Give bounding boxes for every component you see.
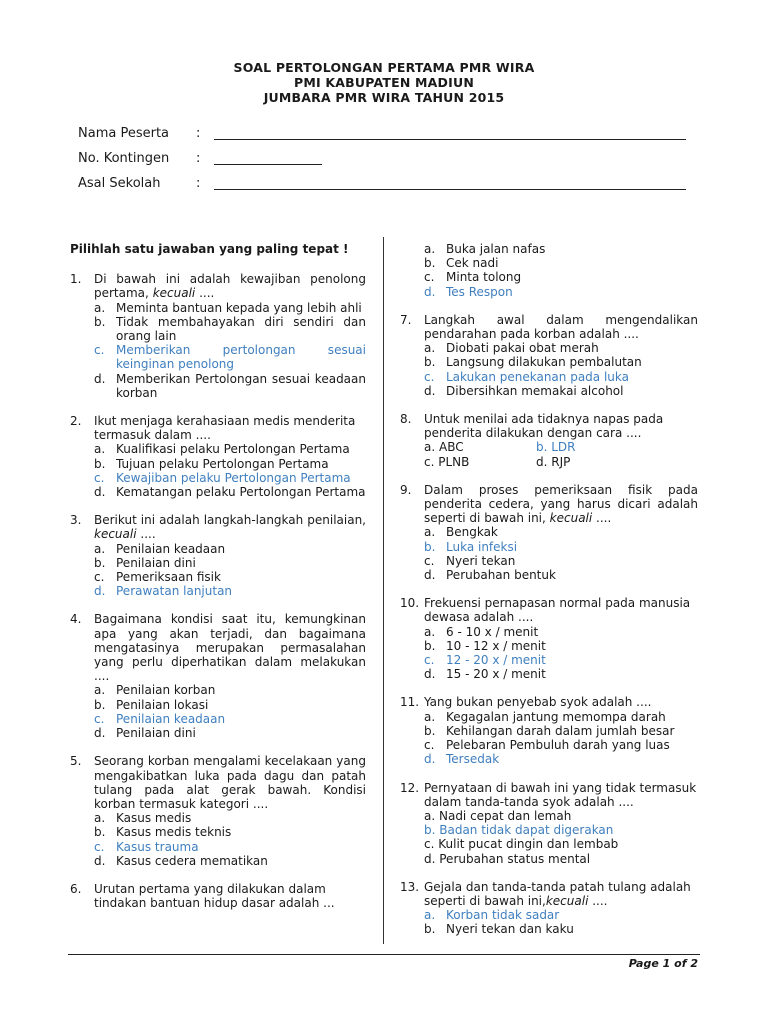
q5-option-d[interactable]: d. Kasus cedera mematikan xyxy=(94,853,268,868)
q11-option-a[interactable]: a. Kegagalan jantung memompa darah xyxy=(424,709,666,724)
q3-option-b[interactable]: b. Penilaian dini xyxy=(94,555,196,570)
school-label: Asal Sekolah xyxy=(78,176,161,191)
q13-option-a[interactable]: a. Korban tidak sadar xyxy=(424,908,560,923)
question-10: 10. Frekuensi pernapasan normal pada manusia dewasa adalah .... a. 6 - 10 x / menit b. 10 - 12 x / menit c. 12 - 20 x / menit d. 15 - 20 x / menit xyxy=(400,596,698,681)
q13-option-b[interactable]: b. Nyeri tekan dan kaku xyxy=(424,922,574,937)
question-6: 6. Urutan pertama yang dilakukan dalam tindakan bantuan hidup dasar adalah ... xyxy=(70,881,335,911)
page-number: Page 1 of 2 xyxy=(628,957,698,970)
name-label: Nama Peserta xyxy=(78,126,170,141)
contingent-blank[interactable] xyxy=(214,164,322,165)
q8-option-d[interactable]: d. RJP xyxy=(536,454,571,469)
q8-option-c[interactable]: c. PLNB xyxy=(424,454,470,469)
q9-option-b[interactable]: b. Luka infeksi xyxy=(424,539,518,554)
contingent-field[interactable]: No. Kontingen : xyxy=(78,151,690,176)
q10-option-d[interactable]: d. 15 - 20 x / menit xyxy=(424,667,546,682)
footer-rule xyxy=(68,954,700,955)
q5-option-b[interactable]: b. Kasus medis teknis xyxy=(94,825,232,840)
q12-option-b[interactable]: b. Badan tidak dapat digerakan xyxy=(424,823,614,838)
q1-option-d[interactable]: d. Memberikan Pertolongan sesuai keadaan korban xyxy=(94,371,366,400)
q3-option-a[interactable]: a. Penilaian keadaan xyxy=(94,541,226,556)
question-5: 5. Seorang korban mengalami kecelakaan yang mengakibatkan luka pada dagu dan patah tulang pada alat gerak bawah. Kondisi korban termasuk kategori .... a. Kasus medis b. Kasus medis teknis c. Kasus trauma d. Kasus cedera mematikan xyxy=(70,754,366,868)
q3-option-c[interactable]: c. Pemeriksaan fisik xyxy=(94,570,221,585)
contingent-label: No. Kontingen xyxy=(78,151,170,166)
question-8: 8. Untuk menilai ada tidaknya napas pada penderita dilakukan dengan cara .... a. ABC b. LDR c. PLNB d. RJP xyxy=(400,412,664,469)
school-blank[interactable] xyxy=(214,189,686,190)
q1-option-b[interactable]: b. Tidak membahayakan diri sendiri dan orang lain xyxy=(94,314,366,344)
q8-option-a[interactable]: a. ABC xyxy=(424,440,464,455)
q7-option-c[interactable]: c. Lakukan penekanan pada luka xyxy=(424,369,629,384)
q2-option-c[interactable]: c. Kewajiban pelaku Pertolongan Pertama xyxy=(94,470,351,485)
q12-option-c[interactable]: c. Kulit pucat dingin dan lembab xyxy=(424,837,619,852)
header-event: JUMBARA PMR WIRA TAHUN 2015 xyxy=(263,90,505,105)
q4-option-a[interactable]: a. Penilaian korban xyxy=(94,683,216,698)
q3-option-d[interactable]: d. Perawatan lanjutan xyxy=(94,584,233,599)
q10-option-a[interactable]: a. 6 - 10 x / menit xyxy=(424,624,539,639)
q9-option-c[interactable]: c. Nyeri tekan xyxy=(424,553,516,568)
header-title: SOAL PERTOLONGAN PERTAMA PMR WIRA xyxy=(233,60,535,75)
question-9: 9. Dalam proses pemeriksaan fisik pada penderita cedera, yang harus dicari adalah seperti di bawah ini, kecuali .... a. Bengkak b. Luka infeksi c. Nyeri tekan d. Perubahan bentuk xyxy=(400,482,698,583)
q8-option-b[interactable]: b. LDR xyxy=(536,440,576,455)
q4-option-b[interactable]: b. Penilaian lokasi xyxy=(94,697,209,712)
q12-option-d[interactable]: d. Perubahan status mental xyxy=(424,851,591,866)
name-blank[interactable] xyxy=(214,139,686,140)
q7-option-b[interactable]: b. Langsung dilakukan pembalutan xyxy=(424,355,642,370)
q10-option-c[interactable]: c. 12 - 20 x / menit xyxy=(424,653,546,668)
q5-option-c[interactable]: c. Kasus trauma xyxy=(94,839,199,854)
q2-option-b[interactable]: b. Tujuan pelaku Pertolongan Pertama xyxy=(94,456,329,471)
identity-fields xyxy=(78,126,690,201)
question-6-options xyxy=(424,242,698,299)
q4-option-d[interactable]: d. Penilaian dini xyxy=(94,726,196,741)
header-organization: PMI KABUPATEN MADIUN xyxy=(294,75,474,90)
question-7: 7. Langkah awal dalam mengendalikan pendarahan pada korban adalah .... a. Diobati pakai obat merah b. Langsung dilakukan pembalutan c. Lakukan penekanan pada luka d. Dibersihkan memakai alcohol xyxy=(400,312,698,398)
q9-option-d[interactable]: d. Perubahan bentuk xyxy=(424,568,556,583)
q11-option-b[interactable]: b. Kehilangan darah dalam jumlah besar xyxy=(424,723,675,738)
q6-option-b[interactable]: b. Cek nadi xyxy=(424,256,499,271)
question-1: 1. Di bawah ini adalah kewajiban penolong pertama, kecuali .... a. Meminta bantuan kepada yang lebih ahli b. Tidak membahayakan diri sendiri dan orang lain c. Memberikan pertolongan sesuai keinginan penolong d. Memberikan Pertolongan sesuai keadaan korban xyxy=(70,272,366,400)
q6-option-c[interactable]: c. Minta tolong xyxy=(424,270,522,285)
right-column xyxy=(400,242,698,951)
q6-option-d[interactable]: d. Tes Respon xyxy=(424,284,513,299)
q11-option-d[interactable]: d. Tersedak xyxy=(424,752,500,767)
q1-option-a[interactable]: a. Meminta bantuan kepada yang lebih ahli xyxy=(94,300,362,315)
q12-option-a[interactable]: a. Nadi cepat dan lemah xyxy=(424,808,572,823)
q5-option-a[interactable]: a. Kasus medis xyxy=(94,811,192,826)
q9-option-a[interactable]: a. Bengkak xyxy=(424,525,498,540)
q1-option-c[interactable]: c. Memberikan pertolongan sesuai keinginan penolong xyxy=(94,343,366,372)
q2-option-d[interactable]: d. Kematangan pelaku Pertolongan Pertama xyxy=(94,485,366,500)
question-12: 12. Pernyataan di bawah ini yang tidak termasuk dalam tanda-tanda syok adalah .... a. Nadi cepat dan lemah b. Badan tidak dapat digerakan c. Kulit pucat dingin dan lembab d. Perubahan status mental xyxy=(400,780,697,866)
instruction: Pilihlah satu jawaban yang paling tepat ! xyxy=(70,242,349,256)
left-column xyxy=(70,242,366,924)
column-divider xyxy=(383,237,384,944)
document-header xyxy=(0,60,768,105)
q11-option-c[interactable]: c. Pelebaran Pembuluh darah yang luas xyxy=(424,738,670,753)
question-13: 13. Gejala dan tanda-tanda patah tulang adalah seperti di bawah ini,kecuali .... a. Korban tidak sadar b. Nyeri tekan dan kaku xyxy=(400,880,698,937)
q10-option-b[interactable]: b. 10 - 12 x / menit xyxy=(424,638,546,653)
question-11: 11. Yang bukan penyebab syok adalah .... a. Kegagalan jantung memompa darah b. Kehilangan darah dalam jumlah besar c. Pelebaran Pembuluh darah yang luas d. Tersedak xyxy=(400,695,698,766)
question-4: 4. Bagaimana kondisi saat itu, kemungkinan apa yang akan terjadi, dan bagaimana mengatasinya merupakan permasalahan yang perlu diperhatikan dalam melakukan .... a. Penilaian korban b. Penilaian lokasi c. Penilaian keadaan d. Penilaian dini xyxy=(70,612,366,741)
q7-option-d[interactable]: d. Dibersihkan memakai alcohol xyxy=(424,383,624,398)
question-3: 3. Berikut ini adalah langkah-langkah penilaian, kecuali .... a. Penilaian keadaan b. Penilaian dini c. Pemeriksaan fisik d. Perawatan lanjutan xyxy=(70,513,366,599)
name-field[interactable]: Nama Peserta : xyxy=(78,126,690,151)
question-2: 2. Ikut menjaga kerahasiaan medis menderita termasuk dalam .... a. Kualifikasi pelaku Pertolongan Pertama b. Tujuan pelaku Pertolongan Pertama c. Kewajiban pelaku Pertolongan Pertama d. Kematangan pelaku Pertolongan Pertama xyxy=(70,414,366,500)
q2-option-a[interactable]: a. Kualifikasi pelaku Pertolongan Pertama xyxy=(94,442,350,457)
q6-option-a[interactable]: a. Buka jalan nafas xyxy=(424,242,546,256)
school-field[interactable]: Asal Sekolah : xyxy=(78,176,690,201)
q7-option-a[interactable]: a. Diobati pakai obat merah xyxy=(424,341,599,356)
q4-option-c[interactable]: c. Penilaian keadaan xyxy=(94,711,226,726)
